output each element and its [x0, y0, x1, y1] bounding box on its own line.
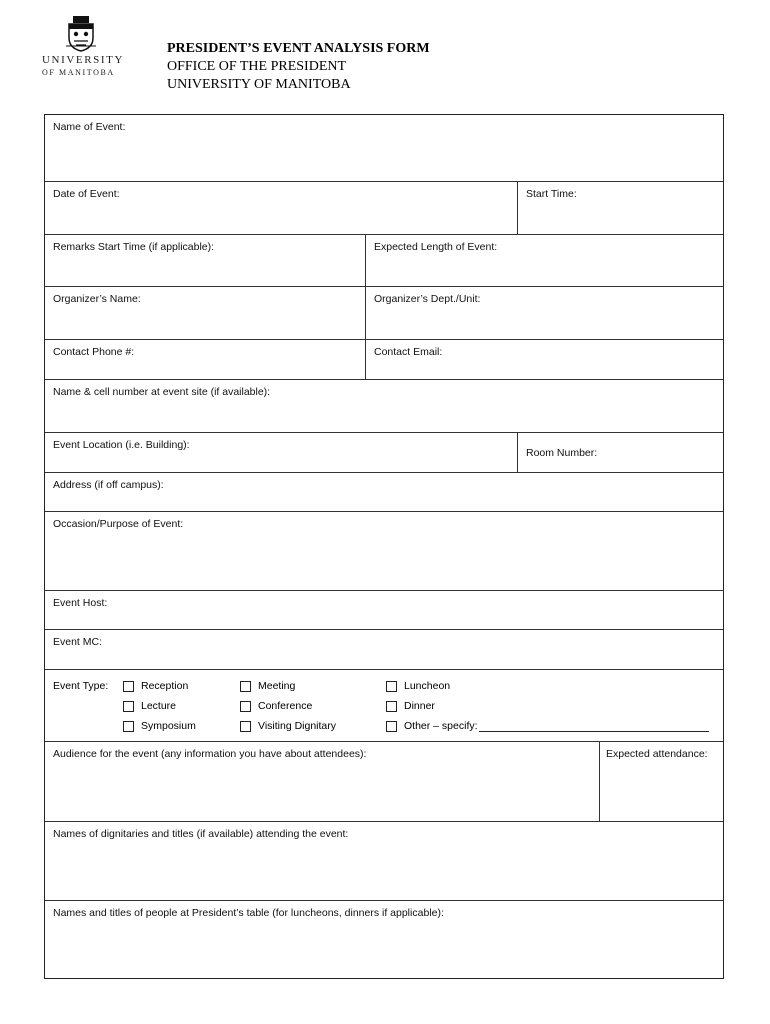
- other-specify-line[interactable]: [479, 720, 709, 732]
- conference-label: Conference: [258, 700, 313, 712]
- row-event-mc: [45, 629, 723, 669]
- expected-attendance-field[interactable]: [599, 742, 723, 821]
- contact-phone-field[interactable]: [45, 340, 365, 379]
- contact-email-label: Contact Email:: [374, 346, 443, 358]
- symposium-checkbox[interactable]: [123, 721, 134, 732]
- row-organizer: [45, 286, 723, 339]
- option-luncheon[interactable]: [386, 680, 450, 692]
- option-dinner[interactable]: [386, 700, 435, 712]
- name-of-event-label: Name of Event:: [53, 121, 126, 133]
- date-of-event-label: Date of Event:: [53, 188, 120, 200]
- row-address: [45, 472, 723, 511]
- lecture-checkbox[interactable]: [123, 701, 134, 712]
- remarks-start-time-label: Remarks Start Time (if applicable):: [53, 241, 215, 253]
- organizer-dept-label: Organizer’s Dept./Unit:: [374, 293, 481, 305]
- row-presidents-table: [45, 900, 723, 978]
- office-name: OFFICE OF THE PRESIDENT: [167, 59, 347, 74]
- audience-label: Audience for the event (any information you have about attendees):: [53, 748, 367, 760]
- date-of-event-field[interactable]: [45, 182, 517, 234]
- remarks-start-time-field[interactable]: [45, 235, 365, 286]
- meeting-label: Meeting: [258, 680, 296, 692]
- reception-label: Reception: [141, 680, 189, 692]
- conference-checkbox[interactable]: [240, 701, 251, 712]
- expected-length-field[interactable]: [365, 235, 723, 286]
- university-name: UNIVERSITY OF MANITOBA: [167, 77, 351, 92]
- row-name-of-event: [45, 115, 723, 181]
- other-label: Other – specify:: [404, 720, 478, 732]
- presidents-table-label: Names and titles of people at President’s table (for luncheons, dinners if applicable):: [53, 907, 444, 919]
- dignitaries-label: Names of dignitaries and titles (if available) attending the event:: [53, 828, 349, 840]
- room-number-field[interactable]: [517, 433, 723, 472]
- contact-email-field[interactable]: [365, 340, 723, 379]
- option-symposium[interactable]: [123, 720, 196, 732]
- name-of-event-field[interactable]: [45, 115, 723, 181]
- event-host-label: Event Host:: [53, 597, 108, 609]
- option-reception[interactable]: [123, 680, 188, 692]
- start-time-field[interactable]: [517, 182, 723, 234]
- expected-length-label: Expected Length of Event:: [374, 241, 498, 253]
- dinner-checkbox[interactable]: [386, 701, 397, 712]
- organizer-name-label: Organizer’s Name:: [53, 293, 141, 305]
- lecture-label: Lecture: [141, 700, 177, 712]
- option-lecture[interactable]: [123, 700, 176, 712]
- form-title: PRESIDENT’S EVENT ANALYSIS FORM: [167, 41, 430, 56]
- option-meeting[interactable]: [240, 680, 295, 692]
- option-other[interactable]: [386, 720, 709, 732]
- row-audience: [45, 741, 723, 821]
- row-date-time: [45, 181, 723, 234]
- row-remarks-length: [45, 234, 723, 286]
- event-location-label: Event Location (i.e. Building):: [53, 439, 190, 451]
- form-header: [167, 40, 430, 94]
- dinner-label: Dinner: [404, 700, 435, 712]
- event-type-label: Event Type:: [53, 680, 109, 692]
- logo-text-university: UNIVERSITY: [42, 54, 124, 66]
- room-number-label: Room Number:: [526, 447, 598, 459]
- event-mc-field[interactable]: [45, 630, 723, 669]
- other-checkbox[interactable]: [386, 721, 397, 732]
- row-occasion: [45, 511, 723, 590]
- row-event-type: [45, 669, 723, 741]
- organizer-dept-field[interactable]: [365, 287, 723, 339]
- occasion-label: Occasion/Purpose of Event:: [53, 518, 184, 530]
- occasion-field[interactable]: [45, 512, 723, 590]
- row-onsite-contact: [45, 379, 723, 432]
- row-dignitaries: [45, 821, 723, 900]
- logo-text-manitoba: OF MANITOBA: [42, 68, 115, 77]
- option-visiting-dignitary[interactable]: [240, 720, 336, 732]
- onsite-contact-label: Name & cell number at event site (if available):: [53, 386, 271, 398]
- event-analysis-form: [44, 114, 724, 979]
- university-logo: [42, 14, 124, 80]
- row-location: [45, 432, 723, 472]
- meeting-checkbox[interactable]: [240, 681, 251, 692]
- event-host-field[interactable]: [45, 591, 723, 629]
- audience-field[interactable]: [45, 742, 599, 821]
- expected-attendance-label: Expected attendance:: [606, 748, 708, 760]
- address-label: Address (if off campus):: [53, 479, 164, 491]
- contact-phone-label: Contact Phone #:: [53, 346, 135, 358]
- start-time-label: Start Time:: [526, 188, 577, 200]
- luncheon-checkbox[interactable]: [386, 681, 397, 692]
- luncheon-label: Luncheon: [404, 680, 451, 692]
- option-conference[interactable]: [240, 700, 312, 712]
- row-contact: [45, 339, 723, 379]
- dignitaries-field[interactable]: [45, 822, 723, 900]
- row-event-host: [45, 590, 723, 629]
- organizer-name-field[interactable]: [45, 287, 365, 339]
- crest-icon: [66, 16, 96, 52]
- symposium-label: Symposium: [141, 720, 196, 732]
- address-field[interactable]: [45, 473, 723, 511]
- visiting-dignitary-label: Visiting Dignitary: [258, 720, 337, 732]
- presidents-table-field[interactable]: [45, 901, 723, 978]
- onsite-contact-field[interactable]: [45, 380, 723, 432]
- event-location-field[interactable]: [45, 433, 517, 472]
- event-mc-label: Event MC:: [53, 636, 103, 648]
- visiting-dignitary-checkbox[interactable]: [240, 721, 251, 732]
- reception-checkbox[interactable]: [123, 681, 134, 692]
